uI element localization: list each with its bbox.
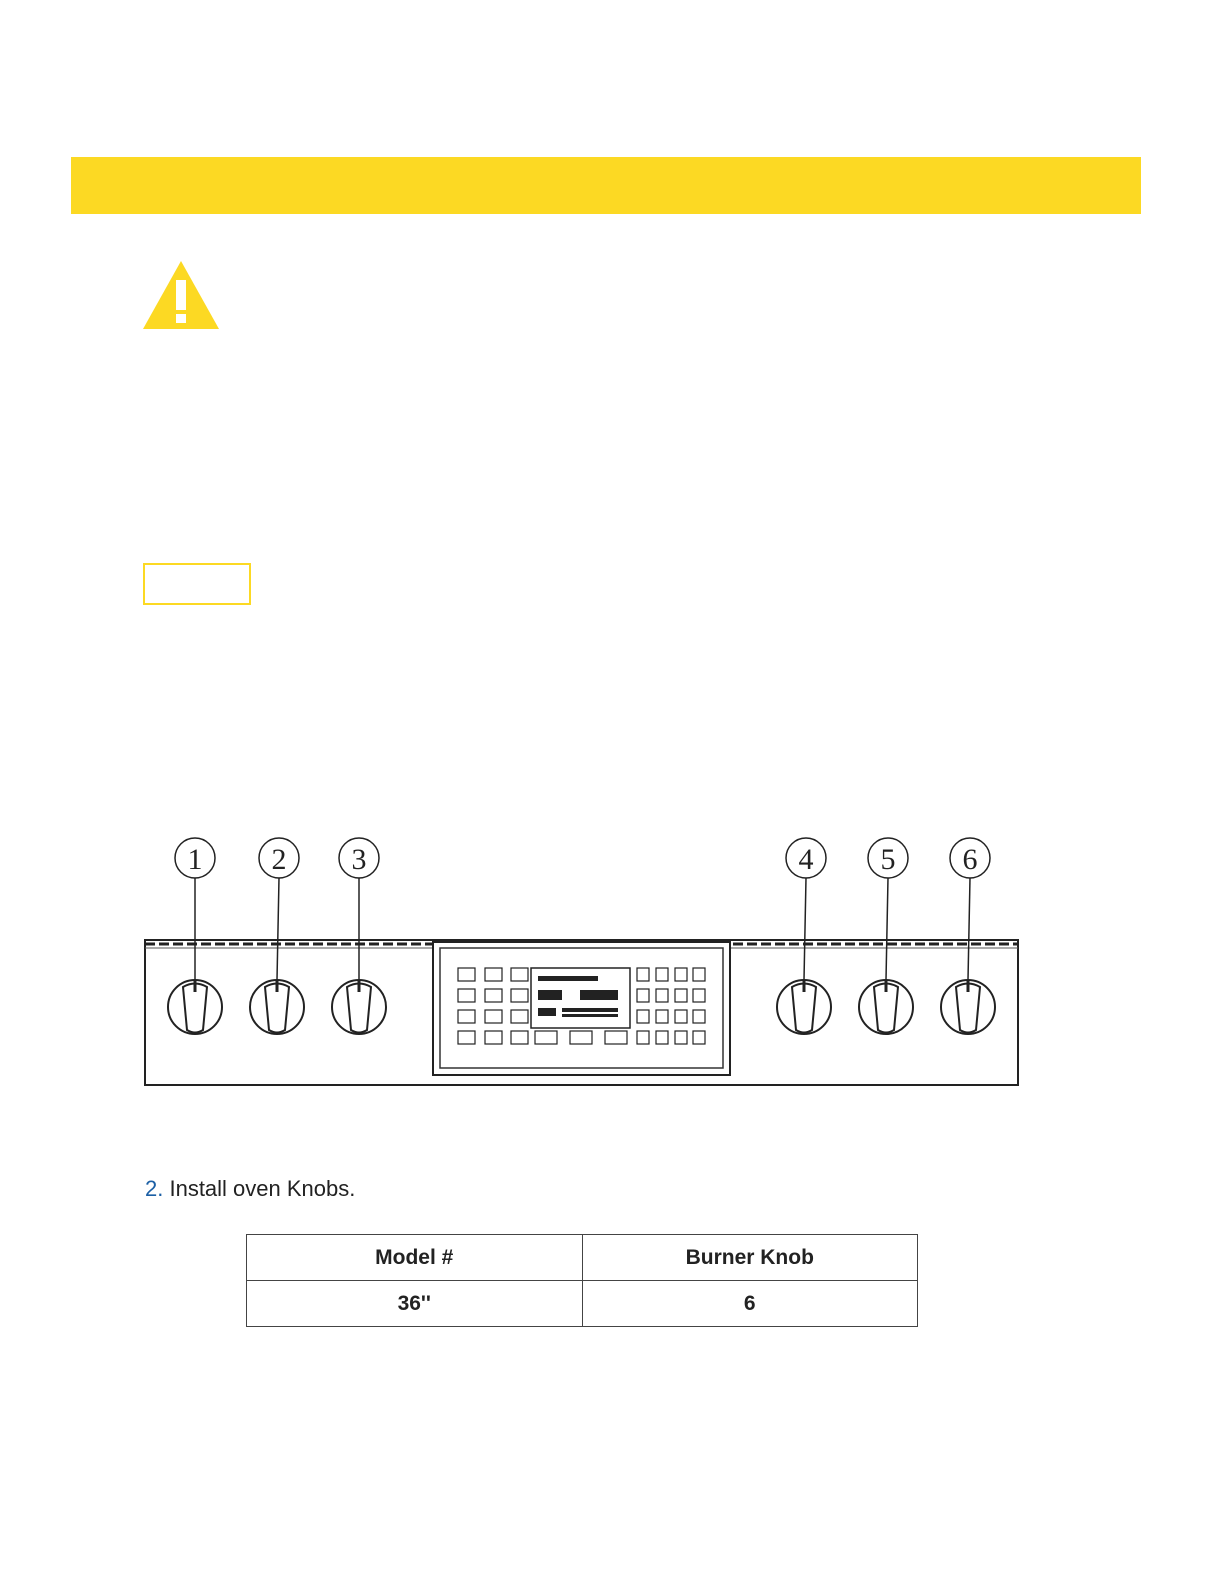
knob-table <box>246 1234 918 1327</box>
callout-label-1: 1 <box>187 843 203 876</box>
step-instruction <box>145 1176 355 1202</box>
control-panel-diagram <box>140 830 1030 1095</box>
table-row <box>247 1281 918 1327</box>
display-panel <box>433 942 730 1075</box>
yellow-header-banner <box>71 157 1141 214</box>
step-number: 2. <box>145 1176 164 1201</box>
callout-label-6: 6 <box>962 843 978 876</box>
header-burner-knob: Burner Knob <box>582 1235 918 1281</box>
knob-6 <box>941 980 995 1034</box>
knob-5 <box>859 980 913 1034</box>
knob-2 <box>250 980 304 1034</box>
warning-triangle-icon <box>140 258 222 332</box>
cell-burner-knob: 6 <box>582 1281 918 1327</box>
header-model: Model # <box>247 1235 583 1281</box>
knob-1 <box>168 980 222 1034</box>
knob-3 <box>332 980 386 1034</box>
callout-label-3: 3 <box>351 843 367 876</box>
empty-label-box <box>143 563 251 605</box>
callout-label-4: 4 <box>798 843 814 876</box>
table-header-row <box>247 1235 918 1281</box>
knob-4 <box>777 980 831 1034</box>
step-text: Install oven Knobs. <box>163 1176 356 1201</box>
cell-model: 36'' <box>247 1281 583 1327</box>
callout-label-5: 5 <box>880 843 896 876</box>
callout-label-2: 2 <box>271 843 287 876</box>
